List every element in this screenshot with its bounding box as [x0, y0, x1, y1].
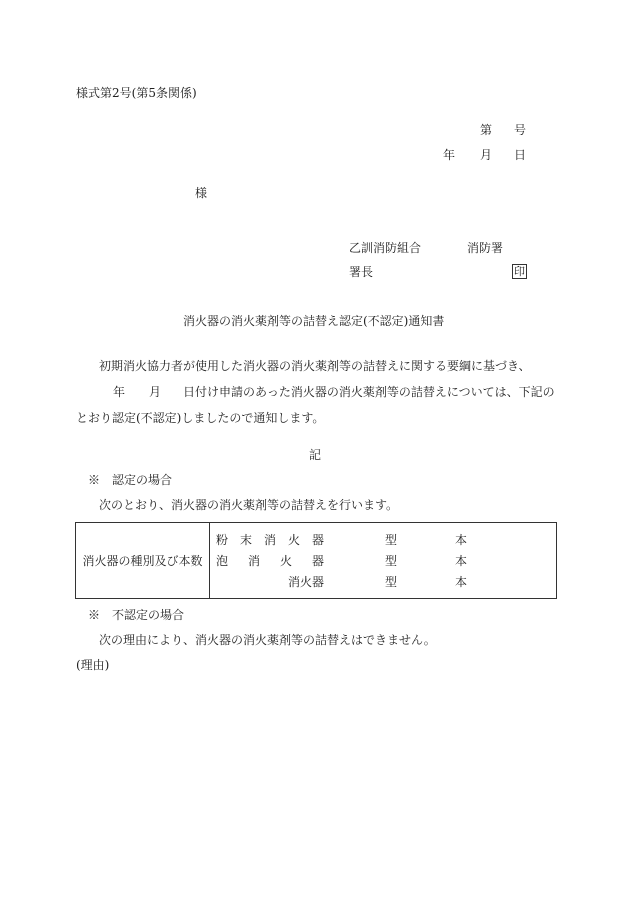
row1-char-2: 末 — [240, 533, 253, 547]
row1-char-3: 消 — [264, 533, 277, 547]
table-left-label: 消火器の種別及び本数 — [76, 523, 210, 599]
seal-mark — [512, 264, 527, 279]
body-line-2-rest: 日付け申請のあった消火器の消火薬剤等の詰替えについては、下記の — [183, 385, 555, 399]
approved-heading: ※ 認定の場合 — [88, 473, 173, 487]
date-day: 日 — [514, 148, 527, 162]
row2-hon: 本 — [455, 554, 468, 568]
document-title: 消火器の消火薬剤等の詰替え認定(不認定)通知書 — [183, 314, 445, 328]
row3-hon: 本 — [455, 575, 468, 589]
table-right-cell — [210, 523, 557, 599]
denied-heading: ※ 不認定の場合 — [88, 608, 185, 622]
row1-char-4: 火 — [288, 533, 301, 547]
date-year: 年 — [443, 148, 456, 162]
body-line-2-month: 月 — [149, 385, 162, 399]
reason-label: (理由) — [76, 658, 110, 672]
row1-hon: 本 — [455, 533, 468, 547]
row2-char-4: 器 — [312, 554, 325, 568]
addressee-suffix: 様 — [195, 186, 208, 200]
sender-chief: 署長 — [349, 265, 374, 279]
denied-text: 次の理由により、消火器の消火薬剤等の詰替えはできません。 — [99, 633, 436, 647]
row3-label: 消火器 — [288, 575, 325, 589]
row1-char-1: 粉 — [216, 533, 229, 547]
extinguisher-table — [75, 522, 557, 599]
document-number-go: 号 — [514, 123, 527, 137]
row2-char-2: 消 — [248, 554, 261, 568]
seal-box: 印 — [514, 265, 525, 278]
body-line-3: とおり認定(不認定)しましたので通知します。 — [76, 411, 325, 425]
document-number-dai: 第 — [480, 123, 493, 137]
sender-station: 消防署 — [467, 241, 504, 255]
row2-char-1: 泡 — [216, 554, 229, 568]
date-month: 月 — [480, 148, 493, 162]
row2-char-3: 火 — [280, 554, 293, 568]
row1-kata: 型 — [385, 533, 398, 547]
sender-organization: 乙訓消防組合 — [349, 241, 422, 255]
ki-heading: 記 — [309, 448, 322, 462]
body-line-2-year: 年 — [113, 385, 126, 399]
row1-char-5: 器 — [312, 533, 325, 547]
row2-kata: 型 — [385, 554, 398, 568]
body-line-1: 初期消火協力者が使用した消火器の消火薬剤等の詰替えに関する要綱に基づき、 — [99, 359, 531, 373]
form-number: 様式第2号(第5条関係) — [76, 86, 197, 100]
approved-text: 次のとおり、消火器の消火薬剤等の詰替えを行います。 — [99, 498, 399, 512]
row3-kata: 型 — [385, 575, 398, 589]
